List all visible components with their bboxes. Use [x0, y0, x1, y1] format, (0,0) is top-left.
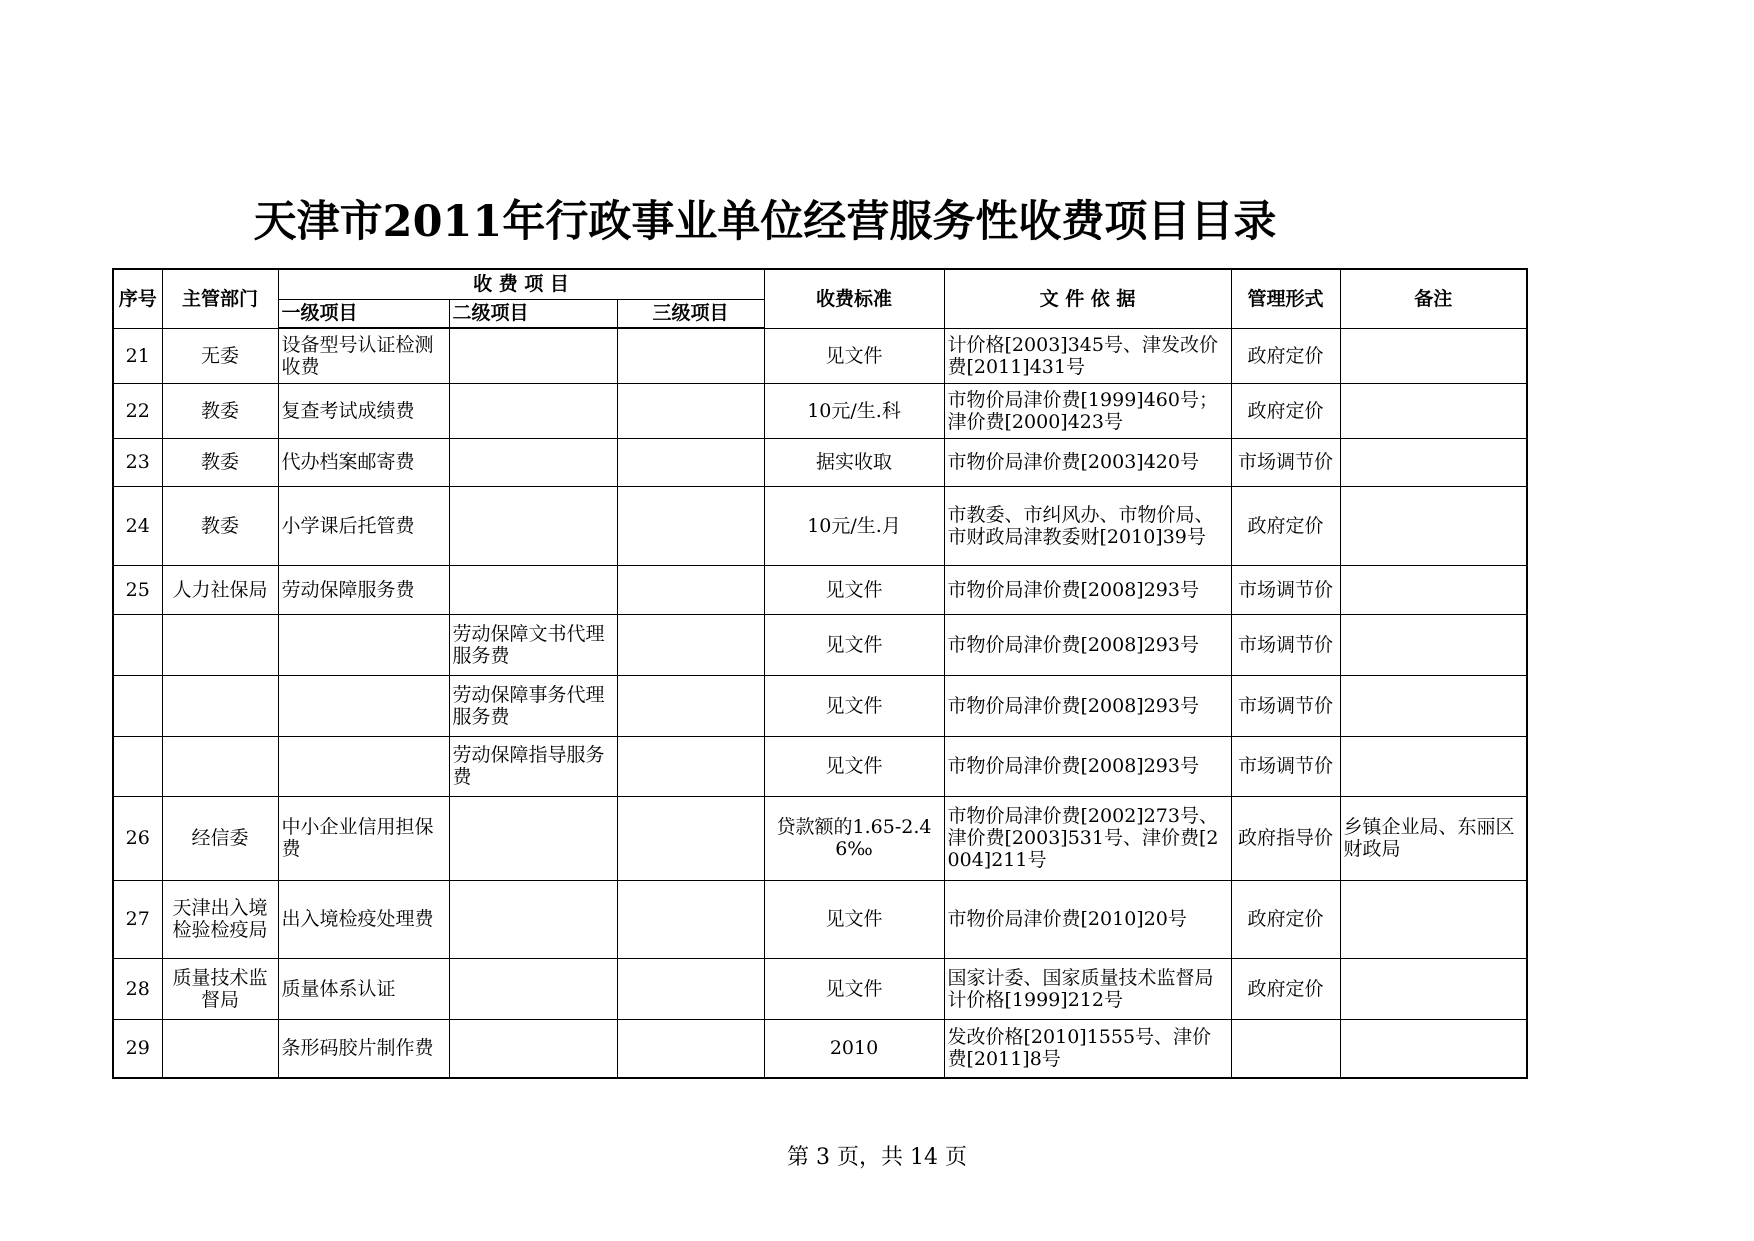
cell-level2 — [449, 796, 617, 880]
cell-standard: 见文件 — [764, 675, 944, 736]
cell-seq: 23 — [113, 438, 162, 486]
cell-basis: 发改价格[2010]1555号、津价费[2011]8号 — [944, 1019, 1231, 1078]
cell-level3 — [617, 1019, 764, 1078]
cell-level3 — [617, 796, 764, 880]
header-standard: 收费标准 — [764, 269, 944, 328]
cell-level3 — [617, 880, 764, 958]
cell-level3 — [617, 328, 764, 383]
table-row — [113, 958, 1527, 1019]
cell-basis: 市物价局津价费[2008]293号 — [944, 736, 1231, 796]
cell-level3 — [617, 383, 764, 438]
cell-standard: 10元/生.月 — [764, 486, 944, 565]
cell-level2: 劳动保障事务代理服务费 — [449, 675, 617, 736]
table-row — [113, 486, 1527, 565]
cell-seq: 26 — [113, 796, 162, 880]
cell-mgmt: 市场调节价 — [1231, 565, 1340, 614]
cell-seq: 21 — [113, 328, 162, 383]
cell-seq: 24 — [113, 486, 162, 565]
cell-note — [1340, 880, 1527, 958]
cell-note — [1340, 565, 1527, 614]
cell-standard: 2010 — [764, 1019, 944, 1078]
cell-basis: 市物价局津价费[2002]273号、津价费[2003]531号、津价费[2004]211号 — [944, 796, 1231, 880]
header-level3: 三级项目 — [617, 299, 764, 328]
cell-basis: 市物价局津价费[1999]460号；津价费[2000]423号 — [944, 383, 1231, 438]
cell-level2 — [449, 565, 617, 614]
cell-note: 乡镇企业局、东丽区财政局 — [1340, 796, 1527, 880]
cell-level2 — [449, 438, 617, 486]
cell-dept: 人力社保局 — [162, 565, 278, 614]
cell-note — [1340, 438, 1527, 486]
cell-level2 — [449, 486, 617, 565]
cell-mgmt: 政府定价 — [1231, 328, 1340, 383]
cell-dept — [162, 675, 278, 736]
cell-standard: 见文件 — [764, 958, 944, 1019]
cell-mgmt: 市场调节价 — [1231, 736, 1340, 796]
cell-note — [1340, 736, 1527, 796]
header-level2: 二级项目 — [449, 299, 617, 328]
cell-basis: 市物价局津价费[2008]293号 — [944, 565, 1231, 614]
cell-level1: 复查考试成绩费 — [278, 383, 449, 438]
cell-standard: 贷款额的1.65-2.46‰ — [764, 796, 944, 880]
cell-basis: 市物价局津价费[2008]293号 — [944, 614, 1231, 675]
cell-mgmt: 市场调节价 — [1231, 675, 1340, 736]
table-row — [113, 438, 1527, 486]
cell-mgmt: 政府指导价 — [1231, 796, 1340, 880]
table-row — [113, 736, 1527, 796]
cell-level2 — [449, 328, 617, 383]
cell-mgmt: 政府定价 — [1231, 486, 1340, 565]
cell-note — [1340, 675, 1527, 736]
cell-level3 — [617, 736, 764, 796]
cell-seq: 28 — [113, 958, 162, 1019]
cell-basis: 市教委、市纠风办、市物价局、市财政局津教委财[2010]39号 — [944, 486, 1231, 565]
cell-level3 — [617, 614, 764, 675]
cell-mgmt: 政府定价 — [1231, 880, 1340, 958]
cell-seq — [113, 736, 162, 796]
cell-seq: 25 — [113, 565, 162, 614]
header-dept: 主管部门 — [162, 269, 278, 328]
header-note: 备注 — [1340, 269, 1527, 328]
page-number: 第 3 页，共 14 页 — [787, 1145, 967, 1170]
cell-note — [1340, 614, 1527, 675]
cell-level3 — [617, 486, 764, 565]
cell-level1: 设备型号认证检测收费 — [278, 328, 449, 383]
header-seq: 序号 — [113, 269, 162, 328]
cell-dept — [162, 1019, 278, 1078]
cell-level2: 劳动保障指导服务费 — [449, 736, 617, 796]
cell-seq: 29 — [113, 1019, 162, 1078]
cell-note — [1340, 328, 1527, 383]
cell-basis: 市物价局津价费[2003]420号 — [944, 438, 1231, 486]
header-level1: 一级项目 — [278, 299, 449, 328]
cell-mgmt: 政府定价 — [1231, 383, 1340, 438]
cell-basis: 国家计委、国家质量技术监督局计价格[1999]212号 — [944, 958, 1231, 1019]
cell-seq — [113, 614, 162, 675]
cell-dept: 天津出入境检验检疫局 — [162, 880, 278, 958]
cell-standard: 见文件 — [764, 614, 944, 675]
cell-dept: 质量技术监督局 — [162, 958, 278, 1019]
header-basis: 文 件 依 据 — [944, 269, 1231, 328]
cell-mgmt: 市场调节价 — [1231, 438, 1340, 486]
cell-level1: 小学课后托管费 — [278, 486, 449, 565]
cell-level1: 条形码胶片制作费 — [278, 1019, 449, 1078]
cell-note — [1340, 383, 1527, 438]
cell-note — [1340, 1019, 1527, 1078]
table-row — [113, 328, 1527, 383]
cell-level2 — [449, 880, 617, 958]
cell-standard: 见文件 — [764, 565, 944, 614]
cell-mgmt: 市场调节价 — [1231, 614, 1340, 675]
cell-basis: 市物价局津价费[2008]293号 — [944, 675, 1231, 736]
cell-dept: 教委 — [162, 486, 278, 565]
table-row — [113, 1019, 1527, 1078]
table-row — [113, 675, 1527, 736]
cell-level1 — [278, 675, 449, 736]
cell-level2 — [449, 383, 617, 438]
cell-level3 — [617, 438, 764, 486]
cell-level1 — [278, 736, 449, 796]
cell-level2: 劳动保障文书代理服务费 — [449, 614, 617, 675]
cell-seq — [113, 675, 162, 736]
table-row — [113, 614, 1527, 675]
cell-dept: 教委 — [162, 383, 278, 438]
cell-standard: 据实收取 — [764, 438, 944, 486]
cell-level1: 出入境检疫处理费 — [278, 880, 449, 958]
cell-standard: 见文件 — [764, 736, 944, 796]
header-mgmt: 管理形式 — [1231, 269, 1340, 328]
fee-items-table — [112, 268, 1528, 1079]
cell-level3 — [617, 675, 764, 736]
cell-level3 — [617, 565, 764, 614]
cell-basis: 计价格[2003]345号、津发改价费[2011]431号 — [944, 328, 1231, 383]
table-row — [113, 796, 1527, 880]
table-row — [113, 383, 1527, 438]
cell-level1: 代办档案邮寄费 — [278, 438, 449, 486]
cell-level1 — [278, 614, 449, 675]
table-row — [113, 565, 1527, 614]
cell-level2 — [449, 958, 617, 1019]
cell-standard: 见文件 — [764, 328, 944, 383]
header-items-group: 收 费 项 目 — [278, 269, 764, 299]
cell-dept — [162, 614, 278, 675]
cell-note — [1340, 486, 1527, 565]
cell-dept — [162, 736, 278, 796]
cell-seq: 22 — [113, 383, 162, 438]
cell-dept: 教委 — [162, 438, 278, 486]
cell-standard: 见文件 — [764, 880, 944, 958]
table-row — [113, 880, 1527, 958]
cell-seq: 27 — [113, 880, 162, 958]
cell-mgmt: 政府定价 — [1231, 958, 1340, 1019]
document-title: 天津市2011年行政事业单位经营服务性收费项目目录 — [253, 197, 1277, 247]
cell-note — [1340, 958, 1527, 1019]
cell-mgmt — [1231, 1019, 1340, 1078]
cell-level3 — [617, 958, 764, 1019]
cell-level2 — [449, 1019, 617, 1078]
cell-dept: 经信委 — [162, 796, 278, 880]
cell-standard: 10元/生.科 — [764, 383, 944, 438]
cell-level1: 中小企业信用担保费 — [278, 796, 449, 880]
cell-basis: 市物价局津价费[2010]20号 — [944, 880, 1231, 958]
cell-level1: 质量体系认证 — [278, 958, 449, 1019]
cell-dept: 无委 — [162, 328, 278, 383]
cell-level1: 劳动保障服务费 — [278, 565, 449, 614]
